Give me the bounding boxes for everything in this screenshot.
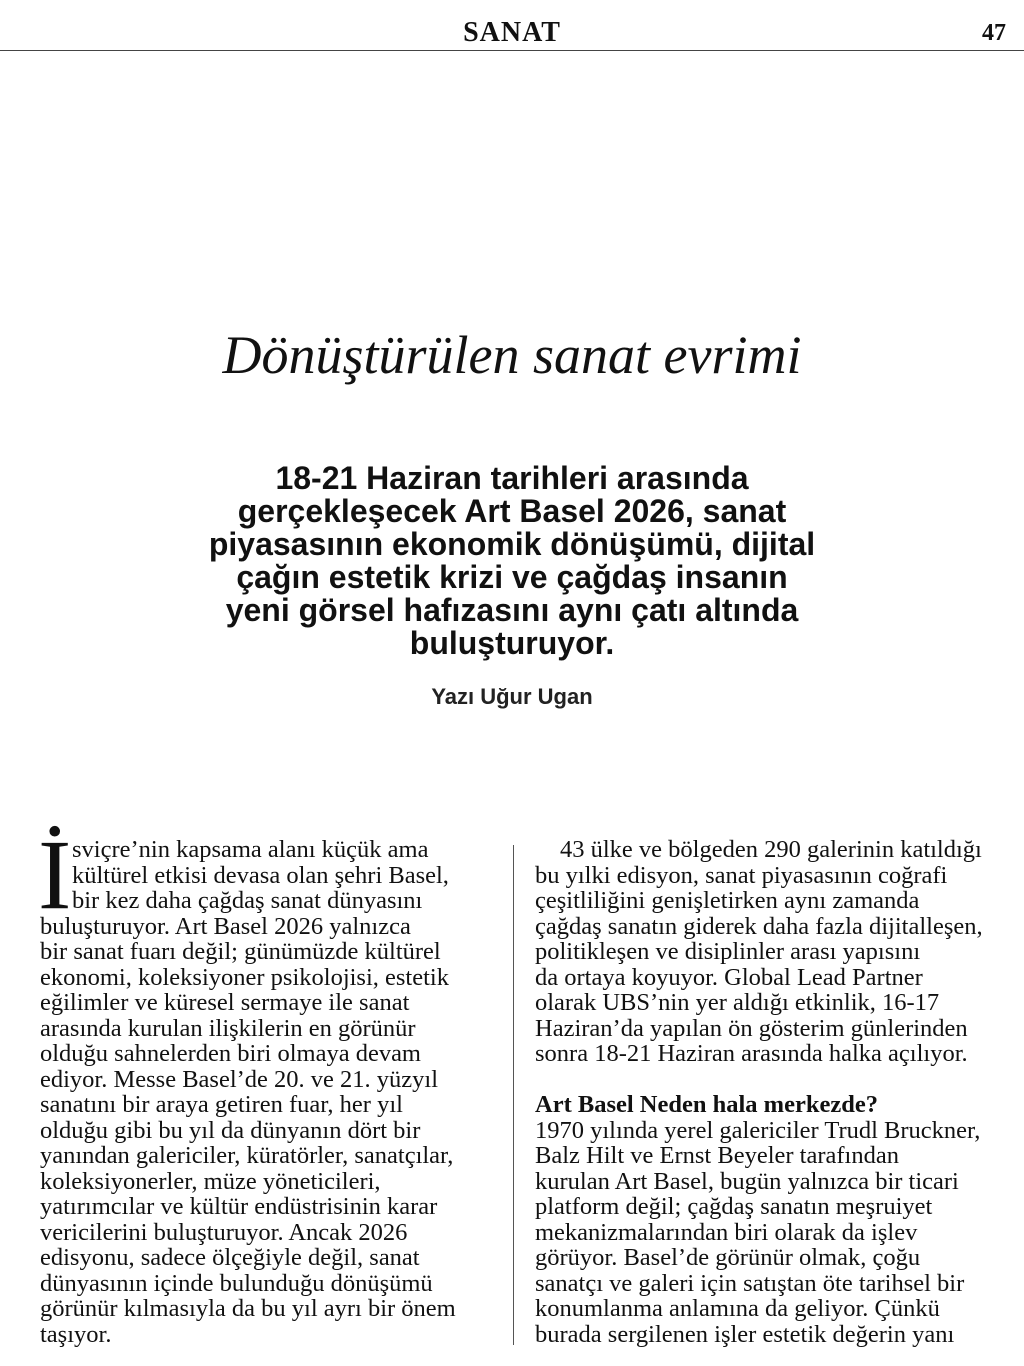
paragraph (535, 1118, 1005, 1348)
article-title: Dönüştürülen sanat evrimi (222, 325, 802, 385)
body-line: kültürel etkisi devasa olan şehri Basel, (72, 861, 449, 889)
body-line: dünyasının içinde bulunduğu dönüşümü (40, 1269, 433, 1297)
body-line: görüyor. Basel’de görünür olmak, çoğu (535, 1244, 921, 1271)
body-line: sviçre’nin kapsama alanı küçük ama (72, 836, 429, 863)
standfirst-line: buluşturuyor. (409, 625, 615, 661)
body-line: olarak UBS’nin yer aldığı etkinlik, 16-17 (535, 989, 940, 1016)
body-line: eğilimler ve küresel sermaye ile sanat (40, 989, 410, 1016)
body-line: mekanizmalarından biri olarak da işlev (535, 1218, 918, 1246)
body-line: görünür kılmasıyla da bu yıl ayrı bir önem (40, 1295, 456, 1322)
body-line: çeşitliliğini genişletirken aynı zamanda (535, 887, 920, 914)
body-line: Balz Hilt ve Ernst Beyeler tarafından (535, 1142, 899, 1169)
body-line: politikleşen ve disiplinler arası yapısını (535, 938, 921, 965)
paragraph-spacer (535, 1067, 1005, 1093)
body-line: ediyor. Messe Basel’de 20. ve 21. yüzyıl (40, 1065, 439, 1093)
left-column (38, 819, 500, 1348)
body-line: konumlanma anlamına da geliyor. Çünkü (535, 1295, 940, 1322)
body-line: 43 ülke ve bölgeden 290 galerinin katıldığı (560, 836, 982, 863)
body-line: 1970 yılında yerel galericiler Trudl Bruckner, (535, 1116, 981, 1144)
standfirst-line: piyasasının ekonomik dönüşümü, dijital (208, 526, 816, 562)
standfirst-line: yeni görsel hafızasını aynı çatı altında (225, 592, 799, 628)
body-line: da ortaya koyuyor. Global Lead Partner (535, 963, 923, 991)
body-line: bu yılki edisyon, sanat piyasasının coğrafi (535, 861, 948, 889)
body-line: taşıyor. (40, 1320, 112, 1348)
body-line: kurulan Art Basel, bugün yalnızca bir ticari (535, 1167, 959, 1195)
section-title: SANAT (463, 17, 561, 48)
body-line: sanatını bir araya getiren fuar, her yıl (40, 1091, 403, 1118)
standfirst-line: çağın estetik krizi ve çağdaş insanın (236, 559, 788, 595)
standfirst-line: gerçekleşecek Art Basel 2026, sanat (237, 493, 787, 529)
body-line: yatırımcılar ve kültür endüstrisinin karar (40, 1193, 438, 1220)
body-line: vericilerini buluşturuyor. Ancak 2026 (40, 1218, 408, 1246)
body-line: burada sergilenen işler estetik değerin yanı (535, 1320, 955, 1348)
column-divider (513, 845, 514, 1345)
body-line: koleksiyonerler, müze yöneticileri, (40, 1167, 381, 1195)
standfirst-line: 18-21 Haziran tarihleri arasında (275, 460, 749, 496)
body-line: ekonomi, koleksiyoner psikolojisi, estetik (40, 963, 449, 991)
body-line: edisyonu, sadece ölçeğiyle değil, sanat (40, 1244, 420, 1271)
body-line: arasında kurulan ilişkilerin en görünür (40, 1014, 416, 1042)
body-line: çağdaş sanatın giderek daha fazla dijitalleşen, (535, 912, 983, 940)
body-line: olduğu sahnelerden biri olmaya devam (40, 1040, 421, 1067)
byline: Yazı Uğur Ugan (431, 684, 593, 709)
drop-cap: İ (38, 819, 72, 930)
body-line: buluşturuyor. Art Basel 2026 yalnızca (40, 912, 411, 940)
body-line: sonra 18-21 Haziran arasında halka açılıyor. (535, 1040, 968, 1067)
body-line: Haziran’da yapılan ön gösterim günlerinden (535, 1014, 968, 1042)
body-line: platform değil; çağdaş sanatın meşruiyet (535, 1193, 933, 1220)
body-line: olduğu gibi bu yıl da dünyanın dört bir (40, 1116, 421, 1144)
section-subheading: Art Basel Neden hala merkezde? (535, 1091, 878, 1118)
body-line: yanından galericiler, küratörler, sanatçılar, (40, 1142, 454, 1169)
page-number: 47 (982, 20, 1006, 46)
body-line: sanatçı ve galeri için satıştan öte tarihsel bir (535, 1269, 965, 1297)
paragraph (535, 837, 1005, 1067)
body-line: bir sanat fuarı değil; günümüzde kültürel (40, 938, 441, 965)
right-column (535, 837, 1005, 1347)
header-rule (0, 50, 1024, 51)
standfirst (0, 462, 1024, 660)
body-line: bir kez daha çağdaş sanat dünyasını (72, 887, 423, 914)
